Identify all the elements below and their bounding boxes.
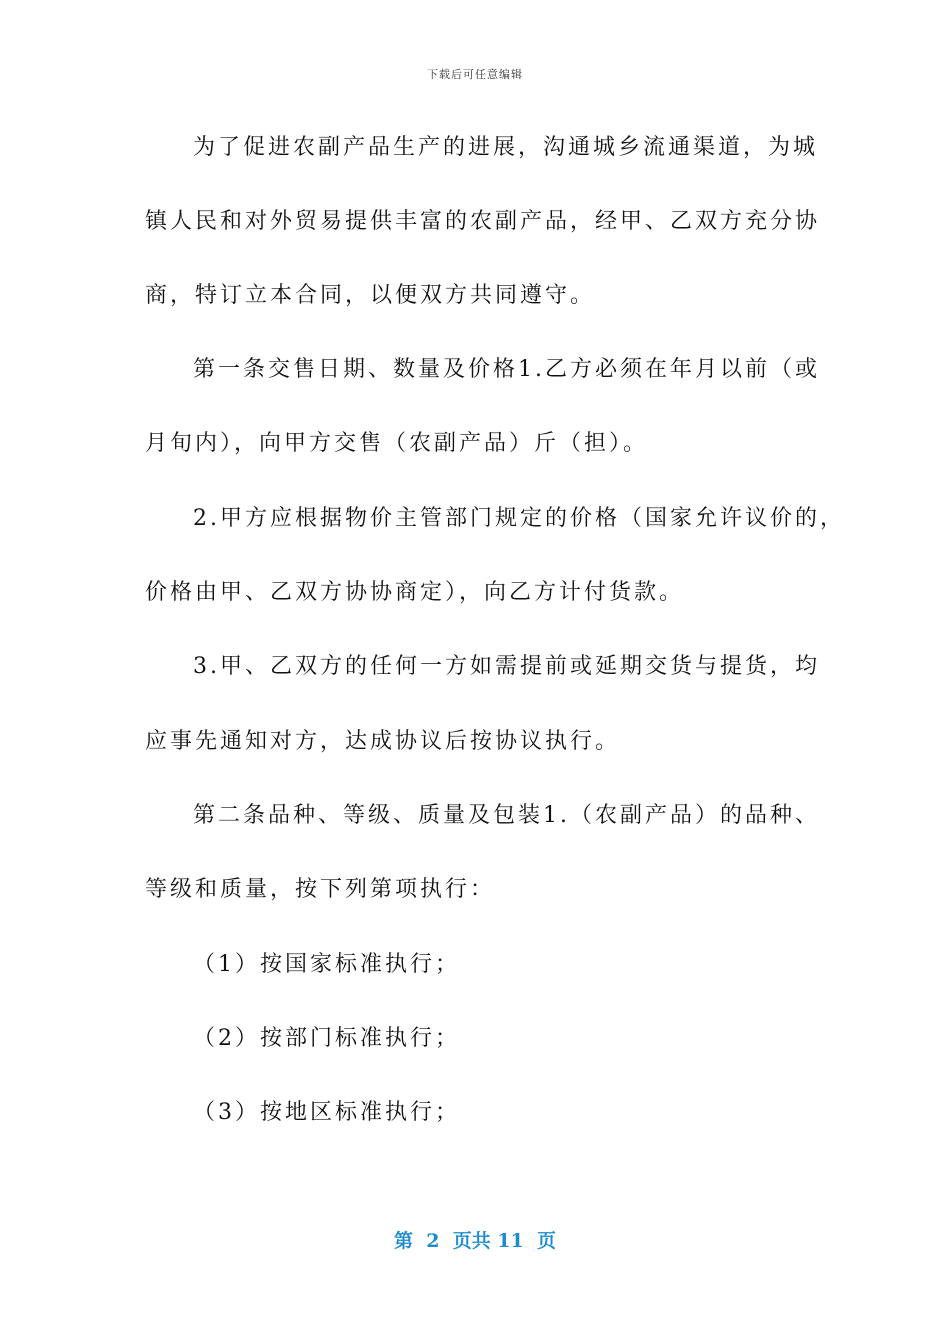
list-item: （2）按部门标准执行；	[193, 1026, 460, 1051]
text-line: 等级和质量，按下列第项执行：	[145, 877, 496, 902]
text-line: 镇人民和对外贸易提供丰富的农副产品，经甲、乙双方充分协	[145, 209, 821, 234]
text-line: 商，特订立本合同，以便双方共同遵守。	[145, 283, 596, 308]
list-item: （1）按国家标准执行；	[193, 952, 460, 977]
text-line: 第二条品种、等级、质量及包装1.（农副产品）的品种、	[193, 803, 820, 828]
page-header: 下载后可任意编辑	[427, 68, 523, 81]
text-line: 2.甲方应根据物价主管部门规定的价格（国家允许议价的，	[193, 506, 845, 531]
list-item: （3）按地区标准执行；	[193, 1100, 460, 1125]
text-line: 第一条交售日期、数量及价格1.乙方必须在年月以前（或	[193, 357, 820, 382]
text-line: 3.甲、乙双方的任何一方如需提前或延期交货与提货，均	[193, 654, 820, 679]
text-line: 价格由甲、乙双方协协商定），向乙方计付货款。	[145, 580, 685, 605]
text-line: 应事先通知对方，达成协议后按协议执行。	[145, 729, 621, 754]
page-number-footer: 第 2 页共 11 页	[394, 1230, 556, 1252]
text-line: 为了促进农副产品生产的进展，沟通城乡流通渠道，为城	[193, 135, 819, 160]
text-line: 月旬内），向甲方交售（农副产品）斤（担）。	[145, 431, 649, 456]
